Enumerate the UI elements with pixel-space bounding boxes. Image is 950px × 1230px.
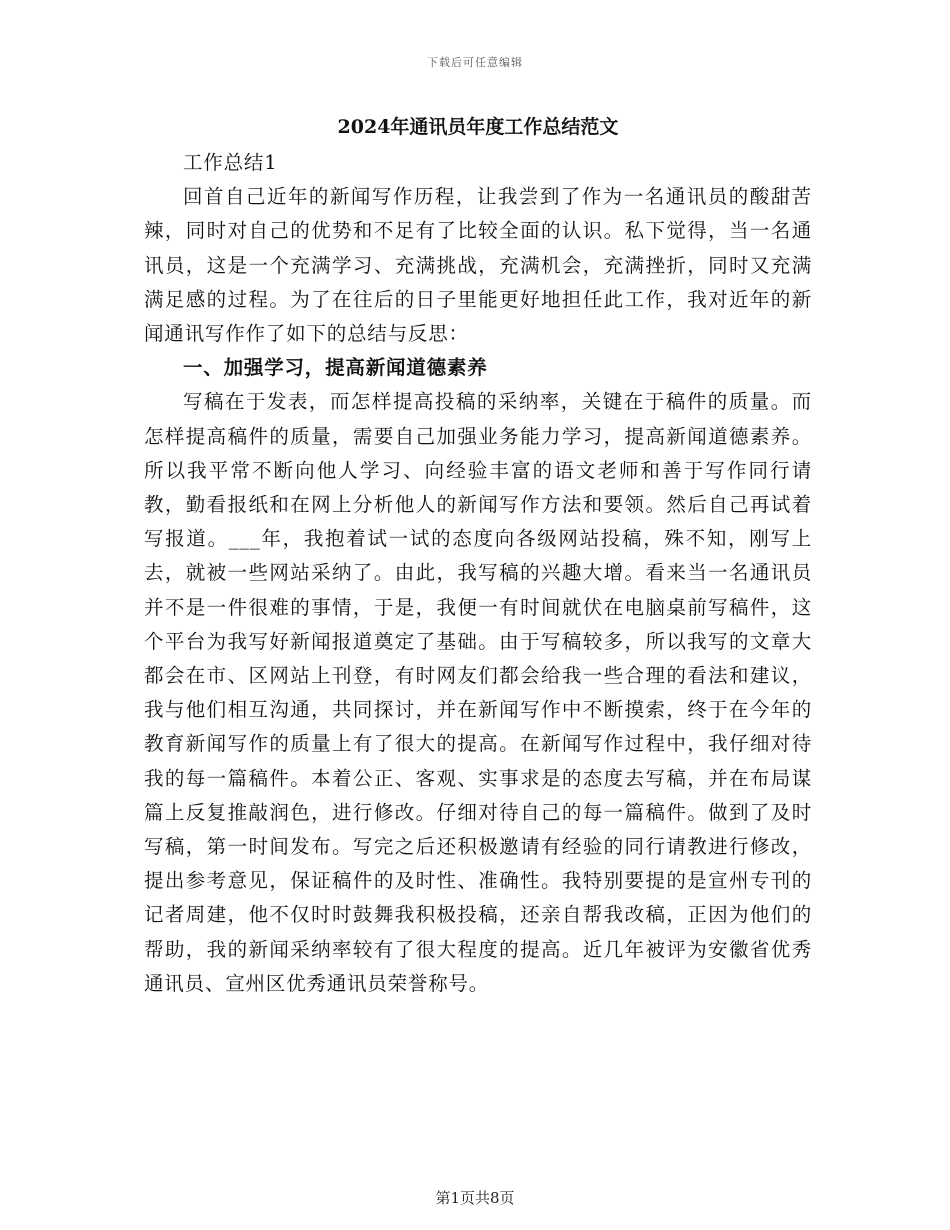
document-title: 2024年通讯员年度工作总结范文 — [337, 116, 619, 138]
header-note: 下载后可任意编辑 — [427, 56, 523, 69]
page-number: 第1页共8页 — [435, 1189, 515, 1207]
body-paragraph: 写稿在于发表，而怎样提高投稿的采纳率，关键在于稿件的质量。而怎样提高稿件的质量，需要自己加强业务能力学习，提高新闻道德素养。所以我平常不断向他人学习、向经验丰富的语文老师和善于写作同行请教，勤看报纸和在网上分析他人的新闻写作方法和要领。然后自己再试着写报道。___年，我抱着试一试的态度向各级网站投稿，殊不知，刚写上去，就被一些网站采纳了。由此，我写稿的兴趣大增。看来当一名通讯员并不是一件很难的事情，于是，我便一有时间就伏在电脑桌前写稿件，这个平台为我写好新闻报道奠定了基础。由于写稿较多，所以我写的文章大都会在市、区网站上刊登，有时网友们都会给我一些合理的看法和建议，我与他们相互沟通，共同探讨，并在新闻写作中不断摸索，终于在今年的教育新闻写作的质量上有了很大的提高。在新闻写作过程中，我仔细对待我的每一篇稿件。本着公正、客观、实事求是的态度去写稿，并在布局谋篇上反复推敲润色，进行修改。仔细对待自己的每一篇稿件。做到了及时写稿，第一时间发布。写完之后还积极邀请有经验的同行请教进行修改，提出参考意见，保证稿件的及时性、准确性。我特别要提的是宣州专刊的记者周建，他不仅时时鼓舞我积极投稿，还亲自帮我改稿，正因为他们的帮助，我的新闻采纳率较有了很大程度的提高。近几年被评为安徽省优秀通讯员、宣州区优秀通讯员荣誉称号。 — [144, 390, 812, 995]
subtitle-paragraph: 工作总结1 — [183, 151, 278, 174]
document-body — [144, 112, 812, 1001]
intro-paragraph: 回首自己近年的新闻写作历程，让我尝到了作为一名通讯员的酸甜苦辣，同时对自己的优势和不足有了比较全面的认识。私下觉得，当一名通讯员，这是一个充满学习、充满挑战，充满机会，充满挫折，同时又充满满足感的过程。为了在往后的日子里能更好地担任此工作，我对近年的新闻通讯写作作了如下的总结与反思： — [144, 185, 812, 346]
section-heading: 一、加强学习，提高新闻道德素养 — [183, 356, 488, 380]
